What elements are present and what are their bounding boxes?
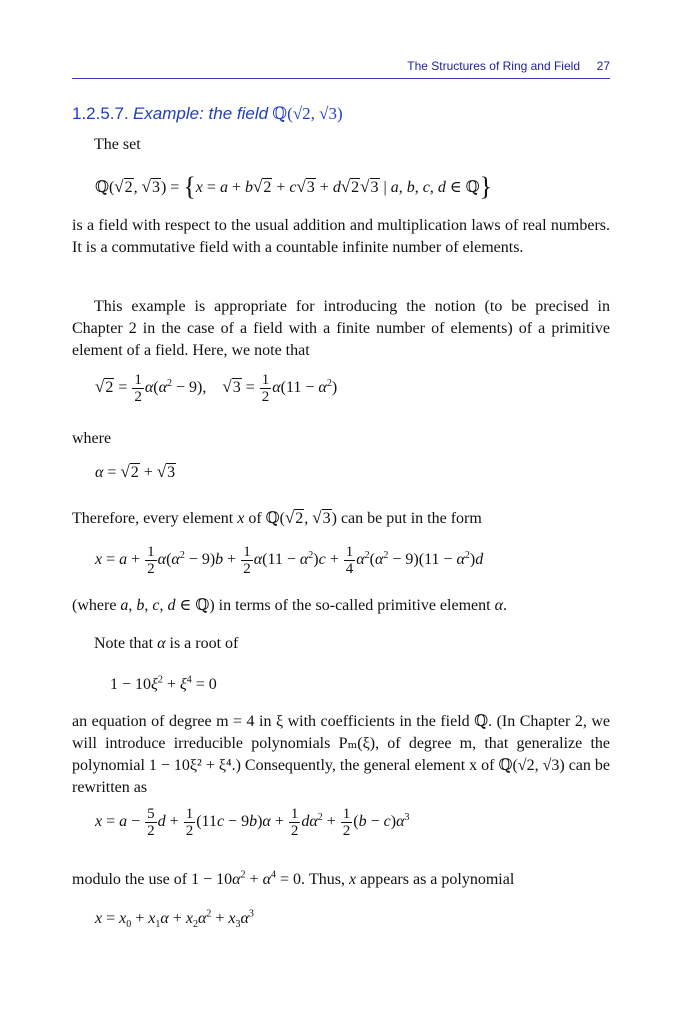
equation-polynomial-form: $x = x_0 + x_1\alpha + x_2\alpha^2 + x_3\alpha^3$ bbox=[95, 908, 254, 931]
page-number: 27 bbox=[596, 59, 610, 73]
paragraph-modulo: modulo the use of $1 - 10\alpha^2 + \alpha^4 = 0$. Thus, x appears as a polynomial bbox=[72, 869, 515, 888]
equation-set-definition: ℚ(√2, √3) = {x = a + b√2 + c√3 + d√2√3 | a, b, c, d ∈ ℚ} bbox=[95, 172, 493, 201]
paragraph-where: where bbox=[72, 430, 112, 447]
equation-rewritten-general-element: x = a − $\frac{5}{2}$ d + $\frac{1}{2}$ (11c − 9b)α + $\frac{1}{2}$ $d\alpha^2$ + $\frac{1}{2}$ $(b - c)\alpha^3$ bbox=[95, 806, 410, 839]
equation-minimal-polynomial: $1 - 10\xi^2 + \xi^4 = 0$ bbox=[110, 674, 217, 693]
paragraph-where-coefficients: (where a, b, c, d ∈ ℚ) in terms of the so-called primitive element α. bbox=[72, 597, 507, 614]
running-header bbox=[72, 56, 610, 79]
section-title: Example: the field bbox=[132, 104, 269, 123]
equation-alpha-definition: α = √2 + √3 bbox=[95, 462, 176, 481]
section-heading bbox=[72, 104, 343, 124]
section-number: 1.2.5.7. bbox=[72, 104, 129, 123]
paragraph-every-element: Therefore, every element x of ℚ(√2, √3) can be put in the form bbox=[72, 508, 482, 527]
paragraph-primitive-intro: This example is appropriate for introducing the notion (to be precised in Chapter 2 in the case of a field with a finite number of elements) of a primitive element of a field. Here, we note that bbox=[72, 298, 610, 359]
running-title: The Structures of Ring and Field bbox=[407, 59, 580, 73]
paragraph-the-set: The set bbox=[94, 136, 141, 153]
paragraph-field-properties: is a field with respect to the usual addition and multiplication laws of real numbers. It is a commutative field with a countable infinite number of elements. bbox=[72, 217, 610, 256]
paragraph-root-of: Note that α is a root of bbox=[94, 635, 239, 652]
paragraph-equation-degree: an equation of degree m = 4 in ξ with coefficients in the field ℚ. (In Chapter 2, we will introduce irreducible polynomials Pₘ(ξ), of degree m, that generalize the polynomial 1 − 10ξ² + ξ⁴.) Consequently, the general element x of ℚ(√2, √3) can be rewritten as bbox=[72, 713, 610, 796]
equation-roots-in-alpha: √2 = $\frac{1}{2}$ $\alpha(\alpha^2 - 9)$, √3 = $\frac{1}{2}$ $\alpha(11 - \alpha^2)$ bbox=[95, 372, 338, 405]
section-title-math: ℚ(√2, √3) bbox=[272, 104, 343, 123]
equation-general-form-alpha: x = a + $\frac{1}{2}$ $\alpha(\alpha^2 - 9)b$ + $\frac{1}{2}$ $\alpha(11 - \alpha^2)c$ + $\frac{1}{4}$ $\alpha^2(\alpha^2 - 9)(11 - \alpha^2)d$ bbox=[95, 544, 484, 577]
